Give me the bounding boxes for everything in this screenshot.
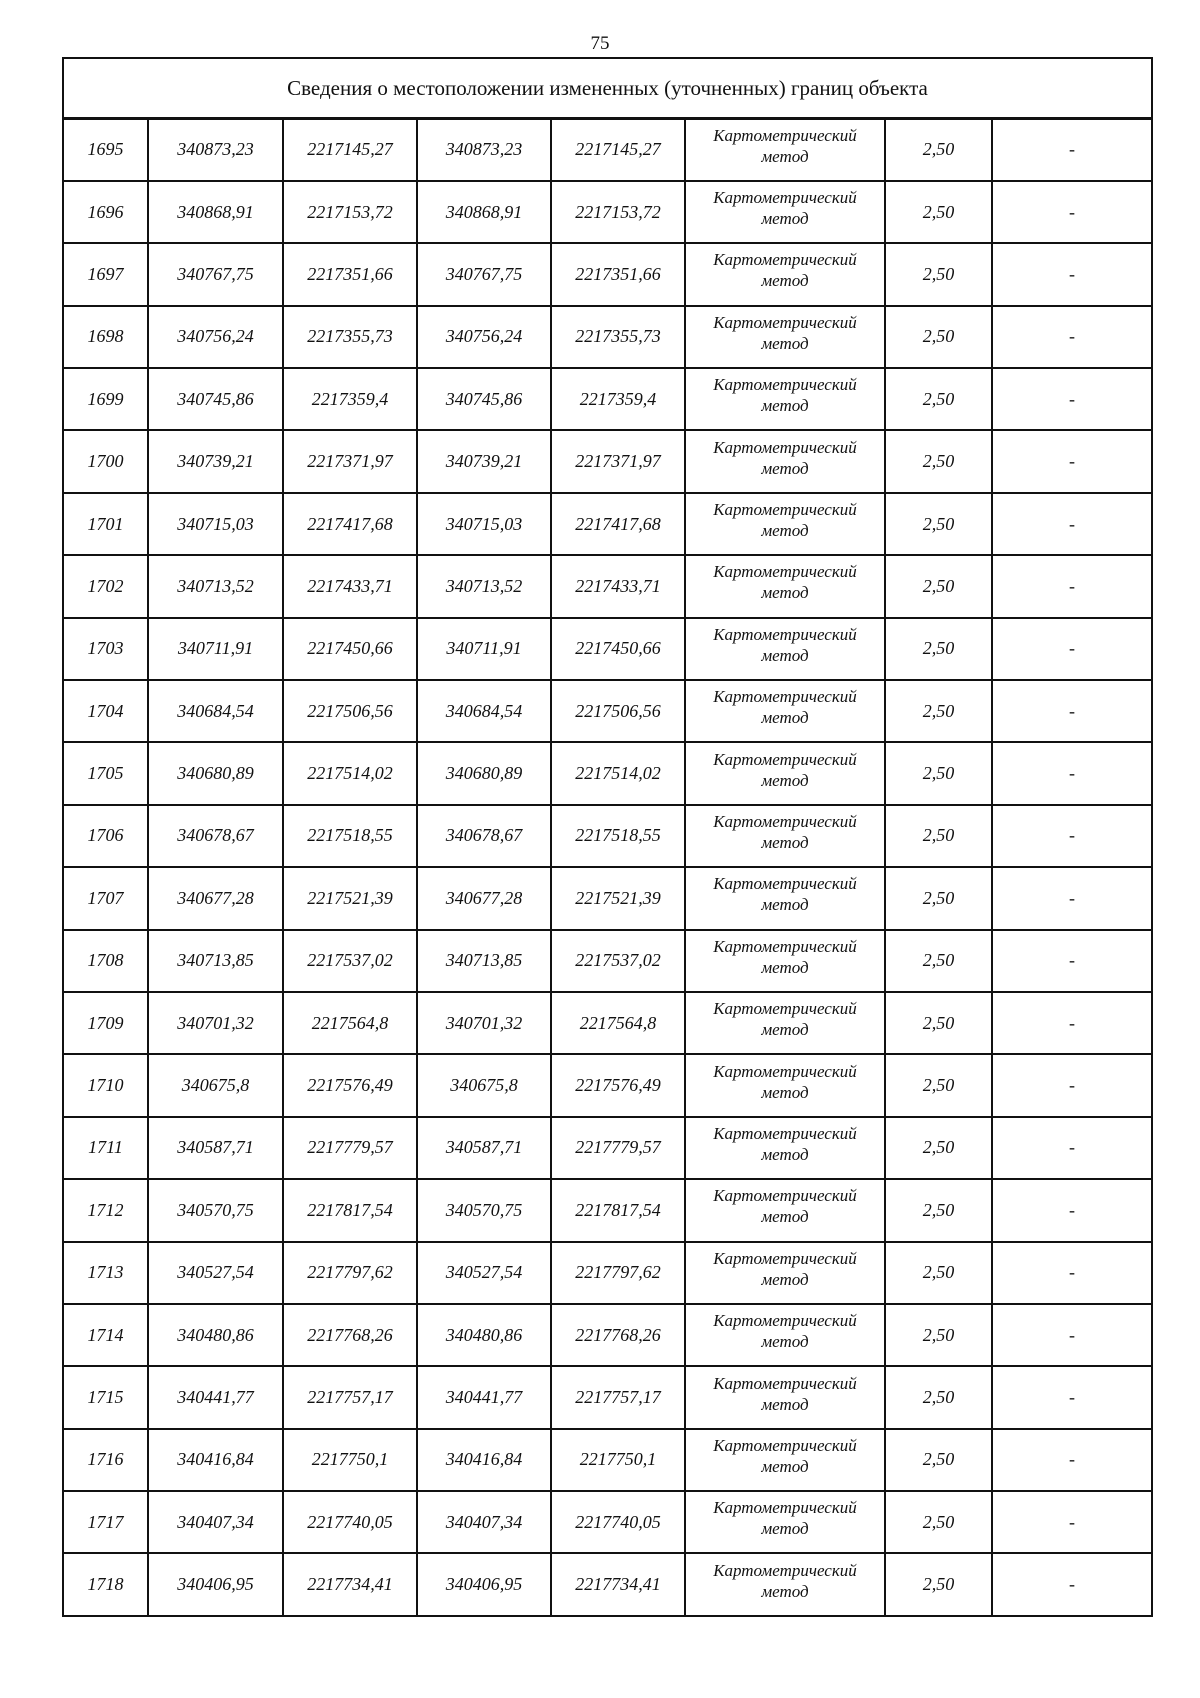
x-refined-cell: 340407,34 — [417, 1491, 551, 1553]
y-refined-cell: 2217576,49 — [551, 1054, 685, 1116]
method-line-2: метод — [761, 209, 809, 229]
accuracy-cell: 2,50 — [885, 867, 992, 929]
table-row — [63, 493, 1152, 555]
method-line-2: метод — [761, 1020, 809, 1040]
x-existing-cell: 340713,52 — [148, 555, 283, 617]
method-line-2: метод — [761, 1332, 809, 1352]
method-cell — [685, 618, 885, 680]
boundary-table-container — [62, 57, 1151, 1617]
x-existing-cell: 340677,28 — [148, 867, 283, 929]
x-refined-cell: 340678,67 — [417, 805, 551, 867]
accuracy-cell: 2,50 — [885, 368, 992, 430]
method-cell — [685, 555, 885, 617]
y-existing-cell: 2217817,54 — [283, 1179, 417, 1241]
point-number-cell: 1707 — [63, 867, 148, 929]
method-cell — [685, 1179, 885, 1241]
y-existing-cell: 2217355,73 — [283, 306, 417, 368]
method-line-1: Картометрический — [713, 437, 857, 457]
accuracy-cell: 2,50 — [885, 243, 992, 305]
method-line-2: метод — [761, 1269, 809, 1289]
method-cell — [685, 867, 885, 929]
method-line-2: метод — [761, 271, 809, 291]
method-cell — [685, 243, 885, 305]
description-cell: - — [992, 493, 1152, 555]
table-row — [63, 1179, 1152, 1241]
accuracy-cell: 2,50 — [885, 1179, 992, 1241]
description-cell: - — [992, 930, 1152, 992]
y-existing-cell: 2217797,62 — [283, 1242, 417, 1304]
table-row — [63, 992, 1152, 1054]
x-existing-cell: 340711,91 — [148, 618, 283, 680]
description-cell: - — [992, 1429, 1152, 1491]
y-refined-cell: 2217740,05 — [551, 1491, 685, 1553]
method-line-2: метод — [761, 1519, 809, 1539]
x-existing-cell: 340701,32 — [148, 992, 283, 1054]
y-refined-cell: 2217518,55 — [551, 805, 685, 867]
x-existing-cell: 340680,89 — [148, 742, 283, 804]
x-existing-cell: 340675,8 — [148, 1054, 283, 1116]
table-row — [63, 1117, 1152, 1179]
accuracy-cell: 2,50 — [885, 992, 992, 1054]
method-cell — [685, 992, 885, 1054]
method-line-1: Картометрический — [713, 936, 857, 956]
x-refined-cell: 340701,32 — [417, 992, 551, 1054]
y-existing-cell: 2217576,49 — [283, 1054, 417, 1116]
x-existing-cell: 340868,91 — [148, 181, 283, 243]
point-number-cell: 1709 — [63, 992, 148, 1054]
method-line-2: метод — [761, 708, 809, 728]
point-number-cell: 1714 — [63, 1304, 148, 1366]
x-refined-cell: 340684,54 — [417, 680, 551, 742]
table-row — [63, 1491, 1152, 1553]
description-cell: - — [992, 1366, 1152, 1428]
method-line-2: метод — [761, 521, 809, 541]
method-cell — [685, 368, 885, 430]
x-existing-cell: 340767,75 — [148, 243, 283, 305]
method-cell — [685, 119, 885, 181]
method-line-1: Картометрический — [713, 1373, 857, 1393]
method-line-2: метод — [761, 957, 809, 977]
x-existing-cell: 340678,67 — [148, 805, 283, 867]
y-refined-cell: 2217779,57 — [551, 1117, 685, 1179]
description-cell: - — [992, 430, 1152, 492]
point-number-cell: 1701 — [63, 493, 148, 555]
x-refined-cell: 340675,8 — [417, 1054, 551, 1116]
y-existing-cell: 2217768,26 — [283, 1304, 417, 1366]
table-row — [63, 1553, 1152, 1615]
point-number-cell: 1702 — [63, 555, 148, 617]
method-cell — [685, 1242, 885, 1304]
y-existing-cell: 2217750,1 — [283, 1429, 417, 1491]
x-existing-cell: 340480,86 — [148, 1304, 283, 1366]
accuracy-cell: 2,50 — [885, 680, 992, 742]
method-cell — [685, 306, 885, 368]
description-cell: - — [992, 306, 1152, 368]
table-row — [63, 119, 1152, 181]
x-existing-cell: 340416,84 — [148, 1429, 283, 1491]
method-line-1: Картометрический — [713, 749, 857, 769]
accuracy-cell: 2,50 — [885, 1304, 992, 1366]
method-line-2: метод — [761, 645, 809, 665]
point-number-cell: 1698 — [63, 306, 148, 368]
description-cell: - — [992, 680, 1152, 742]
table-row — [63, 306, 1152, 368]
table-row — [63, 1429, 1152, 1491]
point-number-cell: 1712 — [63, 1179, 148, 1241]
point-number-cell: 1696 — [63, 181, 148, 243]
method-line-1: Картометрический — [713, 624, 857, 644]
page-number: 75 — [590, 33, 610, 54]
method-line-2: метод — [761, 583, 809, 603]
description-cell: - — [992, 555, 1152, 617]
table-row — [63, 1304, 1152, 1366]
x-refined-cell: 340587,71 — [417, 1117, 551, 1179]
method-line-2: метод — [761, 895, 809, 915]
x-refined-cell: 340873,23 — [417, 119, 551, 181]
accuracy-cell: 2,50 — [885, 1242, 992, 1304]
x-refined-cell: 340680,89 — [417, 742, 551, 804]
x-existing-cell: 340527,54 — [148, 1242, 283, 1304]
method-line-1: Картометрический — [713, 1498, 857, 1518]
description-cell: - — [992, 119, 1152, 181]
method-cell — [685, 1491, 885, 1553]
description-cell: - — [992, 368, 1152, 430]
x-existing-cell: 340739,21 — [148, 430, 283, 492]
method-line-2: метод — [761, 1207, 809, 1227]
accuracy-cell: 2,50 — [885, 1366, 992, 1428]
point-number-cell: 1697 — [63, 243, 148, 305]
y-refined-cell: 2217506,56 — [551, 680, 685, 742]
method-line-1: Картометрический — [713, 1248, 857, 1268]
y-existing-cell: 2217740,05 — [283, 1491, 417, 1553]
table-row — [63, 680, 1152, 742]
y-existing-cell: 2217518,55 — [283, 805, 417, 867]
description-cell: - — [992, 805, 1152, 867]
y-existing-cell: 2217757,17 — [283, 1366, 417, 1428]
point-number-cell: 1718 — [63, 1553, 148, 1615]
description-cell: - — [992, 742, 1152, 804]
method-line-1: Картометрический — [713, 500, 857, 520]
x-existing-cell: 340715,03 — [148, 493, 283, 555]
method-line-1: Картометрический — [713, 250, 857, 270]
method-line-1: Картометрический — [713, 1186, 857, 1206]
x-refined-cell: 340756,24 — [417, 306, 551, 368]
x-existing-cell: 340745,86 — [148, 368, 283, 430]
method-line-2: метод — [761, 1394, 809, 1414]
point-number-cell: 1699 — [63, 368, 148, 430]
x-existing-cell: 340407,34 — [148, 1491, 283, 1553]
y-refined-cell: 2217514,02 — [551, 742, 685, 804]
y-existing-cell: 2217537,02 — [283, 930, 417, 992]
x-refined-cell: 340480,86 — [417, 1304, 551, 1366]
x-existing-cell: 340873,23 — [148, 119, 283, 181]
y-refined-cell: 2217734,41 — [551, 1553, 685, 1615]
accuracy-cell: 2,50 — [885, 742, 992, 804]
method-line-2: метод — [761, 396, 809, 416]
method-line-2: метод — [761, 1144, 809, 1164]
table-row — [63, 930, 1152, 992]
method-line-1: Картометрический — [713, 312, 857, 332]
description-cell: - — [992, 1242, 1152, 1304]
accuracy-cell: 2,50 — [885, 119, 992, 181]
method-line-2: метод — [761, 333, 809, 353]
point-number-cell: 1704 — [63, 680, 148, 742]
y-existing-cell: 2217506,56 — [283, 680, 417, 742]
accuracy-cell: 2,50 — [885, 1491, 992, 1553]
table-row — [63, 1242, 1152, 1304]
method-line-2: метод — [761, 1456, 809, 1476]
point-number-cell: 1705 — [63, 742, 148, 804]
table-row — [63, 805, 1152, 867]
x-refined-cell: 340677,28 — [417, 867, 551, 929]
method-line-1: Картометрический — [713, 874, 857, 894]
method-cell — [685, 742, 885, 804]
accuracy-cell: 2,50 — [885, 430, 992, 492]
table-body — [63, 119, 1152, 1616]
point-number-cell: 1713 — [63, 1242, 148, 1304]
y-refined-cell: 2217359,4 — [551, 368, 685, 430]
y-existing-cell: 2217433,71 — [283, 555, 417, 617]
point-number-cell: 1695 — [63, 119, 148, 181]
description-cell: - — [992, 1491, 1152, 1553]
accuracy-cell: 2,50 — [885, 930, 992, 992]
y-existing-cell: 2217450,66 — [283, 618, 417, 680]
y-existing-cell: 2217371,97 — [283, 430, 417, 492]
boundary-coordinates-table — [62, 57, 1153, 1617]
y-refined-cell: 2217351,66 — [551, 243, 685, 305]
y-existing-cell: 2217145,27 — [283, 119, 417, 181]
point-number-cell: 1700 — [63, 430, 148, 492]
method-line-1: Картометрический — [713, 999, 857, 1019]
description-cell: - — [992, 992, 1152, 1054]
accuracy-cell: 2,50 — [885, 555, 992, 617]
table-row — [63, 243, 1152, 305]
y-refined-cell: 2217153,72 — [551, 181, 685, 243]
x-existing-cell: 340570,75 — [148, 1179, 283, 1241]
method-line-1: Картометрический — [713, 687, 857, 707]
y-refined-cell: 2217521,39 — [551, 867, 685, 929]
x-refined-cell: 340713,85 — [417, 930, 551, 992]
description-cell: - — [992, 1553, 1152, 1615]
y-existing-cell: 2217734,41 — [283, 1553, 417, 1615]
method-line-1: Картометрический — [713, 188, 857, 208]
x-existing-cell: 340441,77 — [148, 1366, 283, 1428]
x-existing-cell: 340406,95 — [148, 1553, 283, 1615]
accuracy-cell: 2,50 — [885, 1117, 992, 1179]
method-cell — [685, 181, 885, 243]
accuracy-cell: 2,50 — [885, 805, 992, 867]
method-line-1: Картометрический — [713, 562, 857, 582]
table-row — [63, 181, 1152, 243]
method-cell — [685, 1054, 885, 1116]
table-row — [63, 368, 1152, 430]
point-number-cell: 1716 — [63, 1429, 148, 1491]
y-refined-cell: 2217355,73 — [551, 306, 685, 368]
accuracy-cell: 2,50 — [885, 493, 992, 555]
y-existing-cell: 2217359,4 — [283, 368, 417, 430]
x-refined-cell: 340711,91 — [417, 618, 551, 680]
accuracy-cell: 2,50 — [885, 618, 992, 680]
table-row — [63, 430, 1152, 492]
method-cell — [685, 930, 885, 992]
y-refined-cell: 2217564,8 — [551, 992, 685, 1054]
y-refined-cell: 2217817,54 — [551, 1179, 685, 1241]
x-refined-cell: 340868,91 — [417, 181, 551, 243]
description-cell: - — [992, 1304, 1152, 1366]
y-refined-cell: 2217537,02 — [551, 930, 685, 992]
x-existing-cell: 340756,24 — [148, 306, 283, 368]
description-cell: - — [992, 867, 1152, 929]
accuracy-cell: 2,50 — [885, 1553, 992, 1615]
x-existing-cell: 340587,71 — [148, 1117, 283, 1179]
table-row — [63, 1366, 1152, 1428]
method-cell — [685, 430, 885, 492]
y-existing-cell: 2217351,66 — [283, 243, 417, 305]
y-existing-cell: 2217153,72 — [283, 181, 417, 243]
x-refined-cell: 340767,75 — [417, 243, 551, 305]
method-cell — [685, 805, 885, 867]
table-row — [63, 555, 1152, 617]
y-refined-cell: 2217450,66 — [551, 618, 685, 680]
description-cell: - — [992, 1179, 1152, 1241]
point-number-cell: 1711 — [63, 1117, 148, 1179]
y-refined-cell: 2217433,71 — [551, 555, 685, 617]
description-cell: - — [992, 181, 1152, 243]
method-cell — [685, 1117, 885, 1179]
method-line-1: Картометрический — [713, 1435, 857, 1455]
y-refined-cell: 2217750,1 — [551, 1429, 685, 1491]
table-row — [63, 618, 1152, 680]
point-number-cell: 1708 — [63, 930, 148, 992]
x-refined-cell: 340406,95 — [417, 1553, 551, 1615]
x-refined-cell: 340441,77 — [417, 1366, 551, 1428]
method-line-1: Картометрический — [713, 375, 857, 395]
method-cell — [685, 680, 885, 742]
y-existing-cell: 2217779,57 — [283, 1117, 417, 1179]
method-cell — [685, 1366, 885, 1428]
x-refined-cell: 340739,21 — [417, 430, 551, 492]
y-existing-cell: 2217521,39 — [283, 867, 417, 929]
method-line-2: метод — [761, 1082, 809, 1102]
method-line-1: Картометрический — [713, 1311, 857, 1331]
point-number-cell: 1703 — [63, 618, 148, 680]
x-refined-cell: 340715,03 — [417, 493, 551, 555]
x-refined-cell: 340745,86 — [417, 368, 551, 430]
x-existing-cell: 340713,85 — [148, 930, 283, 992]
description-cell: - — [992, 1054, 1152, 1116]
method-cell — [685, 1429, 885, 1491]
method-cell — [685, 1304, 885, 1366]
y-existing-cell: 2217417,68 — [283, 493, 417, 555]
accuracy-cell: 2,50 — [885, 1054, 992, 1116]
method-line-1: Картометрический — [713, 811, 857, 831]
description-cell: - — [992, 1117, 1152, 1179]
point-number-cell: 1715 — [63, 1366, 148, 1428]
method-cell — [685, 1553, 885, 1615]
description-cell: - — [992, 618, 1152, 680]
x-refined-cell: 340713,52 — [417, 555, 551, 617]
point-number-cell: 1710 — [63, 1054, 148, 1116]
method-line-2: метод — [761, 458, 809, 478]
method-line-2: метод — [761, 146, 809, 166]
description-cell: - — [992, 243, 1152, 305]
x-refined-cell: 340527,54 — [417, 1242, 551, 1304]
method-line-2: метод — [761, 1581, 809, 1601]
method-line-1: Картометрический — [713, 1560, 857, 1580]
y-refined-cell: 2217797,62 — [551, 1242, 685, 1304]
method-line-1: Картометрический — [713, 1061, 857, 1081]
point-number-cell: 1706 — [63, 805, 148, 867]
table-row — [63, 742, 1152, 804]
accuracy-cell: 2,50 — [885, 181, 992, 243]
x-refined-cell: 340416,84 — [417, 1429, 551, 1491]
accuracy-cell: 2,50 — [885, 1429, 992, 1491]
method-cell — [685, 493, 885, 555]
y-existing-cell: 2217564,8 — [283, 992, 417, 1054]
point-number-cell: 1717 — [63, 1491, 148, 1553]
method-line-2: метод — [761, 770, 809, 790]
y-refined-cell: 2217417,68 — [551, 493, 685, 555]
table-row — [63, 867, 1152, 929]
y-existing-cell: 2217514,02 — [283, 742, 417, 804]
y-refined-cell: 2217757,17 — [551, 1366, 685, 1428]
y-refined-cell: 2217768,26 — [551, 1304, 685, 1366]
method-line-2: метод — [761, 832, 809, 852]
table-title: Сведения о местоположении измененных (уточненных) границ объекта — [63, 58, 1152, 119]
x-existing-cell: 340684,54 — [148, 680, 283, 742]
y-refined-cell: 2217371,97 — [551, 430, 685, 492]
method-line-1: Картометрический — [713, 1123, 857, 1143]
accuracy-cell: 2,50 — [885, 306, 992, 368]
x-refined-cell: 340570,75 — [417, 1179, 551, 1241]
table-row — [63, 1054, 1152, 1116]
y-refined-cell: 2217145,27 — [551, 119, 685, 181]
method-line-1: Картометрический — [713, 125, 857, 145]
